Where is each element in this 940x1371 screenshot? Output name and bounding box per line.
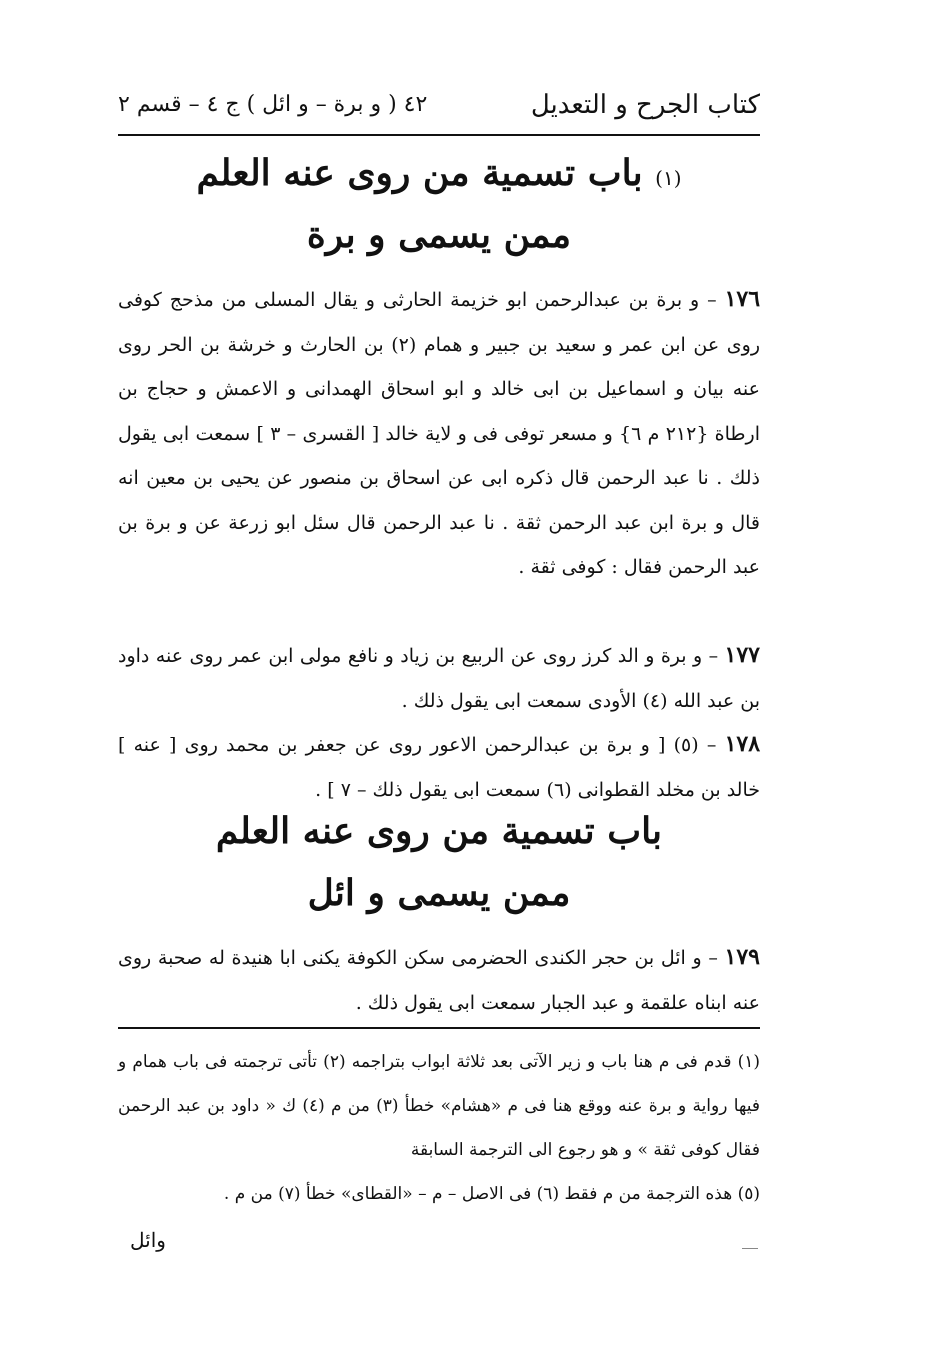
running-header bbox=[118, 88, 760, 128]
chapter-subtitle-1: ممن يسمى و برة bbox=[306, 214, 572, 256]
entry-text: – و برة بن عبدالرحمن ابو خزيمة الحارثى و يقال المسلى من مذحج كوفى روى عن ابن عمر و سعيد بن جبير و همام (٢) بن الحارث و خرشة بن الحر روى عنه بيان و اسماعيل بن ابى خالد و ابو اسحاق الهمدانى و الاعمش و حجاج بن ارطاة {٢١٢ م ٦} و مسعر توفى فى و لاية خالد [ القسرى – ٣ ] سمعت ابى يقول ذلك . نا عبد الرحمن قال ذكره ابى عن اسحاق بن منصور عن يحيى بن معين انه قال و برة ابن عبد الرحمن ثقة . نا عبد الرحمن قال سئل ابو زرعة عن و برة بن عبد الرحمن فقال : كوفى ثقة . bbox=[118, 289, 760, 578]
chapter-note-ref: (١) bbox=[655, 166, 682, 190]
footnote-divider bbox=[118, 1027, 760, 1029]
book-title: كتاب الجرح و التعديل bbox=[530, 90, 760, 120]
entry-176 bbox=[118, 277, 760, 590]
header-divider bbox=[118, 134, 760, 136]
chapter-heading-1 bbox=[118, 152, 760, 195]
chapter-subtitle-2: ممن يسمى و ائل bbox=[307, 872, 571, 914]
entry-number: ١٧٦ bbox=[724, 286, 761, 312]
footnote: (٥) هذه الترجمة من م فقط (٦) فى الاصل – م – «القطاى» خطأ (٧) من م . bbox=[223, 1184, 760, 1204]
entry-177 bbox=[118, 633, 760, 723]
entry-text: – (٥) [ و برة بن عبدالرحمن الاعور روى عن جعفر بن محمد روى [ عنه ] خالد بن مخلد القطوانى (٦) سمعت ابى يقول ذلك – ٧ ] . bbox=[118, 734, 760, 801]
page-info: ٤٢ ( و برة – و ائل ) ج ٤ – قسم ٢ bbox=[118, 92, 428, 117]
footnote: (١) قدم فى م هنا باب و زير الآتى بعد ثلاثة ابواب بتراجمه (٢) تأتى ترجمته فى باب همام و فيها رواية و برة عنه ووقع هنا فى م «هشام» خطأ (٣) من م (٤) ك « داود بن عبد الرحمن فقال كوفى ثقة » و هو رجوع الى الترجمة السابقة bbox=[118, 1052, 761, 1160]
entry-179 bbox=[118, 935, 760, 1025]
catchword: وائل bbox=[130, 1228, 166, 1252]
entry-number: ١٧٨ bbox=[724, 731, 761, 757]
chapter-heading-2: باب تسمية من روى عنه العلم bbox=[215, 810, 663, 852]
page-mark bbox=[742, 1248, 758, 1249]
entry-178 bbox=[118, 722, 760, 812]
entry-number: ١٧٩ bbox=[724, 944, 760, 970]
chapter-title: باب تسمية من روى عنه العلم bbox=[196, 152, 643, 194]
entry-text: – و برة و الد كرز روى عن الربيع بن زياد و نافع مولى ابن عمر روى عنه داود بن عبد الله (٤) الأودى سمعت ابى يقول ذلك . bbox=[118, 645, 760, 712]
entry-number: ١٧٧ bbox=[724, 642, 760, 668]
footnotes bbox=[118, 1040, 760, 1216]
entry-text: – و ائل بن حجر الكندى الحضرمى سكن الكوفة يكنى ابا هنيدة له صحبة روى عنه ابناه علقمة و عبد الجبار سمعت ابى يقول ذلك . bbox=[118, 947, 760, 1014]
